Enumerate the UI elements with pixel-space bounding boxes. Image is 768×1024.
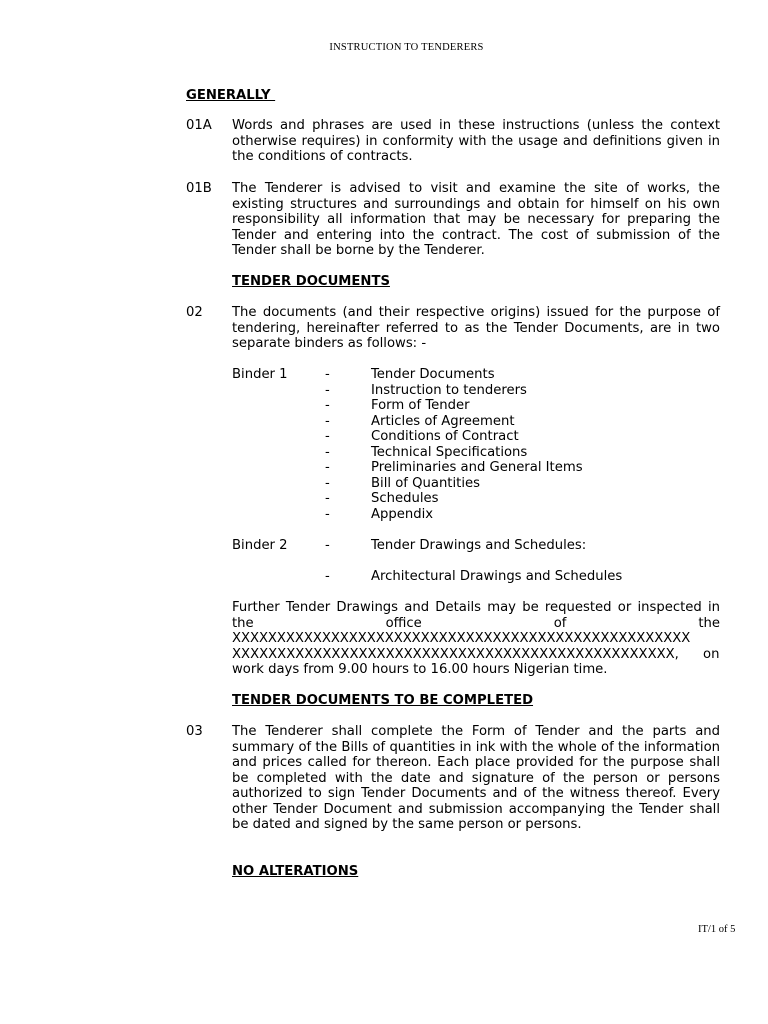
heading-no-alterations: NO ALTERATIONS bbox=[232, 864, 359, 879]
working-hours-text: work days from 9.00 hours to 16.00 hours Nigerian time. bbox=[232, 662, 608, 677]
list-dash: - bbox=[325, 367, 330, 382]
list-dash: - bbox=[325, 491, 330, 506]
office-address-redacted-2: XXXXXXXXXXXXXXXXXXXXXXXXXXXXXXXXXXXXXXXXXXXXXXXXX, bbox=[232, 646, 679, 662]
clause-text-01b: The Tenderer is advised to visit and examine the site of works, the existing structures and surroundings and obtain for himself on his own responsibility all information that may be necessary for preparing the Tender and entering into the contract. The cost of submission of the Tender shall be borne by the Tenderer. bbox=[232, 181, 720, 258]
list-dash: - bbox=[325, 398, 330, 413]
clause-number-03: 03 bbox=[186, 724, 203, 739]
office-address-on: on bbox=[703, 646, 720, 662]
list-item: Preliminaries and General Items bbox=[371, 460, 583, 475]
list-dash: - bbox=[325, 538, 330, 553]
clause-number-01b: 01B bbox=[186, 181, 212, 196]
list-item: Schedules bbox=[371, 491, 439, 506]
list-dash: - bbox=[325, 506, 330, 522]
clause-text-02: The documents (and their respective origins) issued for the purpose of tendering, hereinafter referred to as the Tender Documents, are in two separate binders as follows: - bbox=[232, 305, 720, 351]
clause-number-01a: 01A bbox=[186, 118, 212, 133]
list-dash: - bbox=[325, 413, 330, 429]
binder-2-label: Binder 2 bbox=[232, 538, 288, 553]
clause-number-02: 02 bbox=[186, 305, 203, 320]
list-item: Technical Specifications bbox=[371, 444, 528, 460]
office-address-redacted-1: XXXXXXXXXXXXXXXXXXXXXXXXXXXXXXXXXXXXXXXXXXXXXXXXXXX bbox=[232, 631, 691, 646]
heading-tender-documents: TENDER DOCUMENTS bbox=[232, 274, 390, 289]
clause-text-03: The Tenderer shall complete the Form of Tender and the parts and summary of the Bills of quantities in ink with the whole of the information and prices called for thereon. Each place provided for the purpose shall be completed with the date and signature of the person or persons authorized to sign Tender Documents and of the witness thereof. Every other Tender Document and submission accompanying the Tender shall be dated and signed by the same person or persons. bbox=[232, 724, 720, 832]
page-header: INSTRUCTION TO TENDERERS bbox=[329, 42, 484, 53]
list-item: Appendix bbox=[371, 506, 434, 522]
list-dash: - bbox=[325, 460, 330, 475]
list-item: Architectural Drawings and Schedules bbox=[371, 569, 623, 584]
binder-1-label: Binder 1 bbox=[232, 367, 288, 382]
list-item: Tender Documents bbox=[371, 367, 495, 382]
list-item: Conditions of Contract bbox=[371, 429, 519, 444]
list-item: Form of Tender bbox=[371, 398, 470, 413]
list-dash: - bbox=[325, 569, 330, 584]
further-drawings-text: Further Tender Drawings and Details may be requested or inspected in the office of the bbox=[232, 600, 720, 631]
heading-generally: GENERALLY bbox=[186, 88, 276, 103]
list-item: Instruction to tenderers bbox=[371, 382, 527, 398]
list-item: Articles of Agreement bbox=[371, 413, 515, 429]
clause-text-01a: Words and phrases are used in these instructions (unless the context otherwise requires) in conformity with the usage and definitions given in the conditions of contracts. bbox=[232, 118, 720, 164]
heading-documents-to-be-completed: TENDER DOCUMENTS TO BE COMPLETED bbox=[232, 693, 534, 708]
list-item: Bill of Quantities bbox=[371, 475, 480, 491]
list-dash: - bbox=[325, 382, 330, 398]
page-number: IT/1 of 5 bbox=[698, 924, 736, 935]
list-dash: - bbox=[325, 429, 330, 444]
list-dash: - bbox=[325, 475, 330, 491]
list-item: Tender Drawings and Schedules: bbox=[371, 538, 587, 553]
list-dash: - bbox=[325, 444, 330, 460]
